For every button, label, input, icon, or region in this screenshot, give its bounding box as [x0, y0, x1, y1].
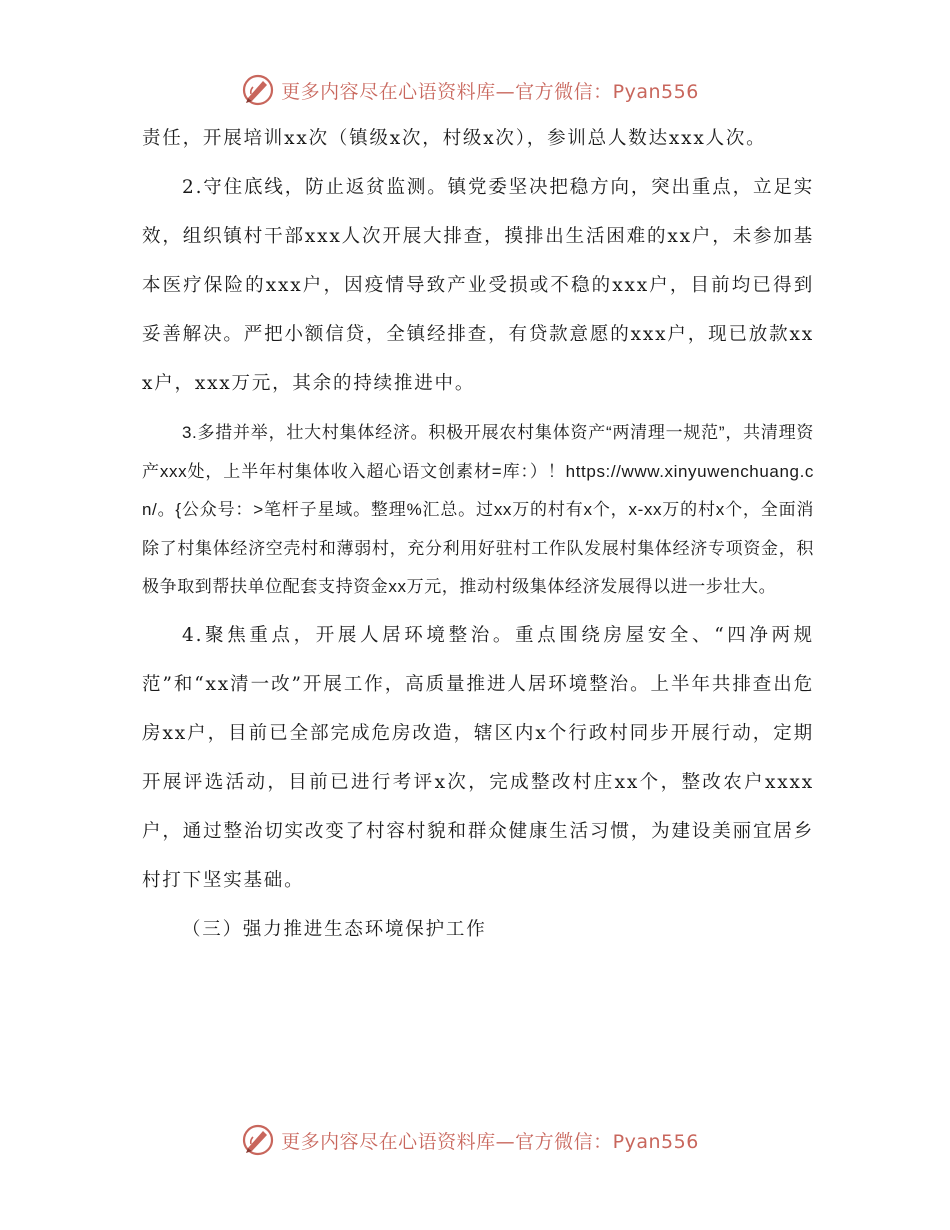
watermark-text: 更多内容尽在心语资料库—官方微信：Pyan556: [281, 80, 699, 103]
section-heading: （三）强力推进生态环境保护工作: [182, 918, 487, 940]
footer-watermark: [0, 1122, 950, 1158]
paragraph-living-environment: 4.聚焦重点，开展人居环境整治。重点围绕房屋安全、“四净两规范”和“xx清一改”开展工作，高质量推进人居环境整治。上半年共排查出危房xx户，目前已全部完成危房改造，辖区内x个行政村同步开展行动，定期开展评选活动，目前已进行考评x次，完成整改村庄xx个，整改农户xxxx户，通过整治切实改变了村容村貌和群众健康生活习惯，为建设美丽宜居乡村打下坚实基础。: [142, 624, 814, 891]
paragraph-training: 责任，开展培训xx次（镇级x次，村级x次），参训总人数达xxx人次。: [142, 128, 767, 149]
pen-logo-icon: [241, 1123, 275, 1157]
paragraph-collective-economy: 3.多措并举，壮大村集体经济。积极开展农村集体资产“两清理一规范”，共清理资产xxx处，上半年村集体收入超心语文创素材=库：）！https://www.xinyuwenchuang.cn/。{公众号：>笔杆子星域。整理%汇总。过xx万的村有x个，x-xx万的村x个，全面消除了村集体经济空壳村和薄弱村，充分利用好驻村工作队发展村集体经济专项资金，积极争取到帮扶单位配套支持资金xx万元，推动村级集体经济发展得以进一步壮大。: [142, 423, 814, 596]
document-body: [142, 114, 814, 954]
paragraph-poverty-monitoring: 2.守住底线，防止返贫监测。镇党委坚决把稳方向，突出重点，立足实效，组织镇村干部xxx人次开展大排查，摸排出生活困难的xx户，未参加基本医疗保险的xxx户，因疫情导致产业受损或不稳的xxx户，目前均已得到妥善解决。严把小额信贷，全镇经排查，有贷款意愿的xxx户，现已放款xxx户，xxx万元，其余的持续推进中。: [142, 177, 814, 394]
watermark-text: 更多内容尽在心语资料库—官方微信：Pyan556: [281, 1130, 699, 1153]
pen-logo-icon: [241, 73, 275, 107]
header-watermark: [0, 72, 950, 108]
